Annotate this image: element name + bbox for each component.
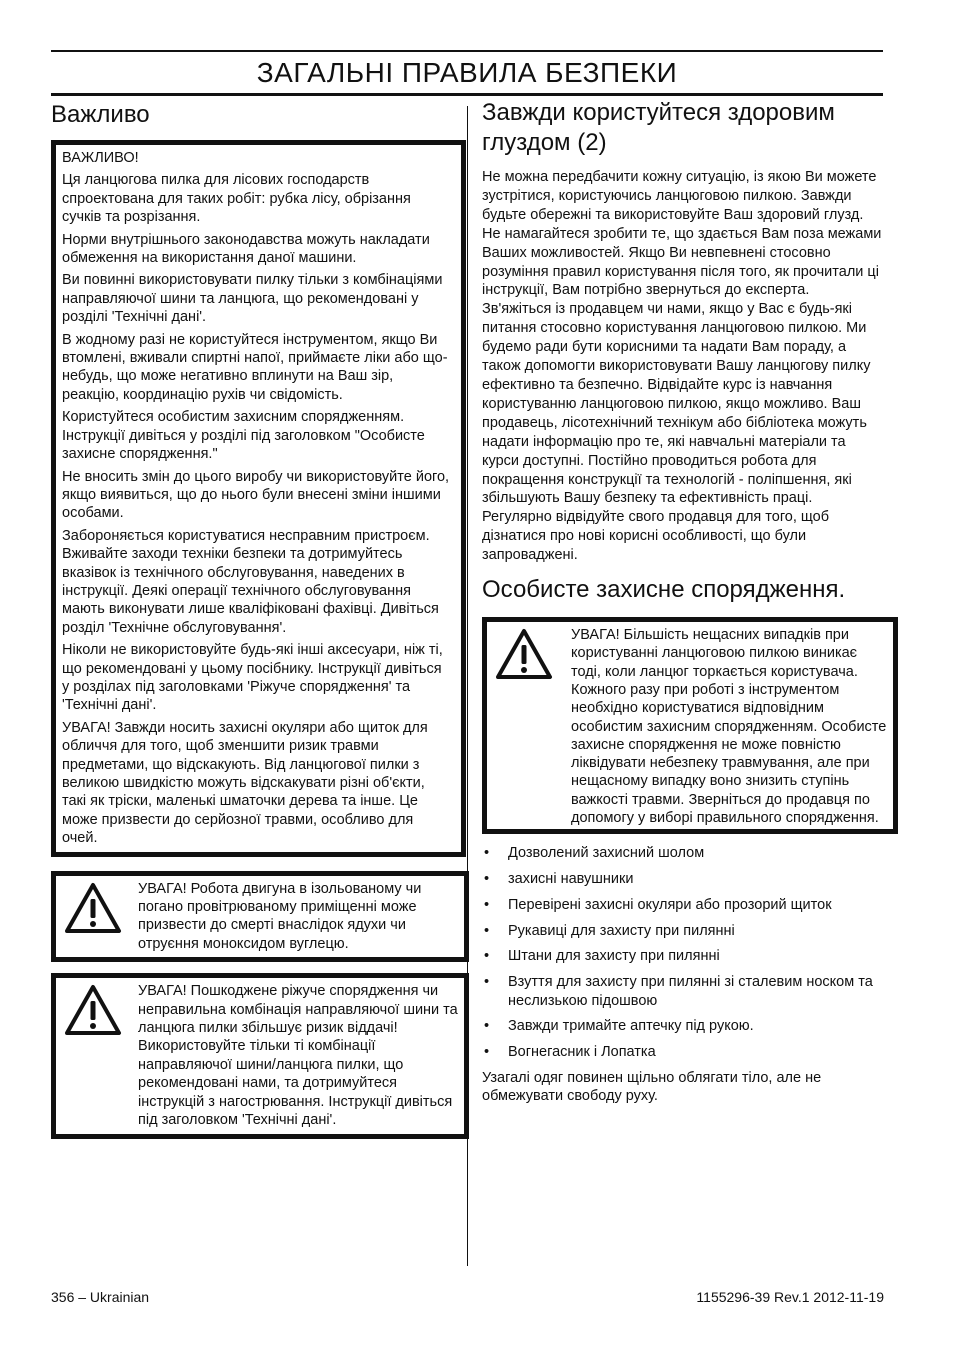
left-column <box>51 98 461 1139</box>
protective-equipment-list <box>482 844 882 1061</box>
notice-paragraph: В жодному разі не користуйтеся інструментом, якщо Ви втомлені, вживали спиртні напої, приймаєте ліки або що-небудь, що може негативно вплинути на Ваш зір, реакцію, координацію рухів чи свідомість. <box>62 331 448 403</box>
notice-paragraph: Ніколи не використовуйте будь-які інші аксесуари, ніж ті, що рекомендовані у цьому посібнику. Інструкції дивіться у розділах під заголовками 'Ріжуче спорядження' та 'Технічні дані'. <box>62 642 443 714</box>
list-item: • Взуття для захисту при пилянні зі сталевим носком та неслизькою підошвою <box>482 973 882 1010</box>
clothing-note: Узагалі одяг повинен щільно облягати тіло, але не обмежувати свободу руху. <box>482 1070 822 1105</box>
list-item: • Рукавиці для захисту при пилянні <box>482 922 882 940</box>
notice-paragraph: Не вносить змін до цього виробу чи використовуйте його, якщо виявиться, що до нього були внесені зміни іншими особами. <box>62 468 450 522</box>
notice-paragraph: Ви повинні використовувати пилку тільки з комбінаціями направляючої шини та ланцюга, що рекомендовані у розділі 'Технічні дані'. <box>62 272 443 326</box>
warning-box-exhaust <box>51 871 469 963</box>
list-item: • Дозволений захисний шолом <box>482 844 882 862</box>
warning-box-protective <box>482 617 898 834</box>
list-item: • Вогнегасник і Лопатка <box>482 1043 882 1061</box>
list-item: • Перевірені захисні окуляри або прозорий щиток <box>482 896 882 914</box>
important-notice-box <box>51 140 466 857</box>
right-column <box>482 98 892 1106</box>
warning-text: УВАГА! Більшість нещасних випадків при користуванні ланцюговою пилкою виникає тоді, коли ланцюг торкається користувача. Кожного разу при роботі з інструментом необхідно користуватися відповідним особистим захисним спорядженням. Особисте захисне спорядження не може повністю ліквідувати небезпеку травмування, але при нещасному випадку воно знизить ступінь важкості травми. Зверніться до продавця по допомогу у виборі правильного спорядження. <box>571 627 887 826</box>
notice-paragraph: Користуйтеся особистим захисним спорядженням. Інструкції дивіться у розділі під заголовком "Особисте захисне спорядження." <box>62 409 425 463</box>
section-heading-common-sense: Завжди користуйтеся здоровим глуздом (2) <box>482 99 835 156</box>
notice-paragraph: Норми внутрішнього законодавства можуть накладати обмеження на використання даної машини. <box>62 231 430 267</box>
notice-paragraph: УВАГА! Завжди носить захисні окуляри або щиток для обличчя для того, щоб зменшити ризик травми предметами, що відскакують. Від ланцюгової пилки з великою швидкістю можуть відскакувати різні об'єкти, такі як тріски, маленькі шматочки дерева та інше. Це може призвести до серйозної травми, особливо для очей. <box>62 719 428 847</box>
notice-paragraph: Забороняється користуватися несправним пристроєм. Вживайте заходи техніки безпеки та дотримуйтесь вказівок із технічного обслуговування, наведених в інструкції. Деякі операції технічного обслуговування мають виконувати лише кваліфіковані фахівці. Дивіться розділ 'Технічне обслуговування'. <box>62 527 439 636</box>
warning-text: УВАГА! Робота двигуна в ізольованому чи погано провітрюваному приміщенні може призвести до смерті внаслідок ядухи чи отруєння моноксидом вуглецю. <box>138 880 422 952</box>
document-id: 1155296-39 Rev.1 2012-11-19 <box>696 1289 884 1305</box>
warning-box-cutting-equipment <box>51 973 469 1138</box>
title-rule <box>51 93 883 96</box>
warning-triangle-icon <box>64 984 122 1036</box>
warning-triangle-icon <box>495 628 553 680</box>
page-number: 356 – Ukrainian <box>51 1289 150 1305</box>
top-rule <box>51 50 883 52</box>
notice-paragraph: Ця ланцюгова пилка для лісових господарств спроектована для таких робіт: рубка лісу, обрізання сучків та розрізання. <box>62 172 411 226</box>
section-heading-important: Важливо <box>51 101 150 128</box>
page-title: ЗАГАЛЬНІ ПРАВИЛА БЕЗПЕКИ <box>256 57 678 88</box>
warning-text: УВАГА! Пошкоджене ріжуче спорядження чи неправильна комбінація направляючої шини та ланцюга пилки збільшує ризик віддачі! Використовуйте тільки ті комбінації направляючої шини/ланцюга пилки, що рекомендовані нами, та дотримуйтеся інструкцій з нагострювання. Інструкції дивіться під заголовком 'Технічні дані'. <box>138 983 458 1129</box>
list-item: • Завжди тримайте аптечку під рукою. <box>482 1017 882 1035</box>
list-item: • захисні навушники <box>482 870 882 888</box>
list-item: • Штани для захисту при пилянні <box>482 947 882 965</box>
notice-paragraph: ВАЖЛИВО! <box>62 150 139 166</box>
section-heading-protective-equipment: Особисте захисне спорядження. <box>482 576 846 604</box>
warning-triangle-icon <box>64 882 122 934</box>
common-sense-body: Не можна передбачити кожну ситуацію, із якою Ви можете зустрітися, користуючись ланцюговою пилкою. Завжди будьте обережні та використовуйте Ваш здоровий глузд. Не намагайтеся зробити те, що здається Вам поза межами Ваших можливостей. Якщо Ви невпевнені стосовно розуміння правил користування після того, як прочитали ці інструкції, Вам потрібно звернуться до експерта. Зв'яжіться із продавцем чи нами, якщо у Вас є будь-які питання стосовно користування ланцюговою пилкою. Ми будемо ради бути корисними та надати Вам пораду, а також допомогти використовувати Вашу ланцюгову пилку ефективно та безпечно. Відвідайте курс із навчання користуванню ланцюговою пилкою, якщо можливо. Ваш продавець, лісотехнічний технікум або бібліотека можуть надати інформацію про те, які навчальні матеріали та курси доступні. Постійно проводиться робота для покращення конструкції та технологій - поліпшення, які збільшують Вашу безпеку та ефективність праці. Регулярно відвідуйте свого продавця для того, щоб дізнатися про нові корисні особливості, що були запроваджені. <box>482 169 882 564</box>
